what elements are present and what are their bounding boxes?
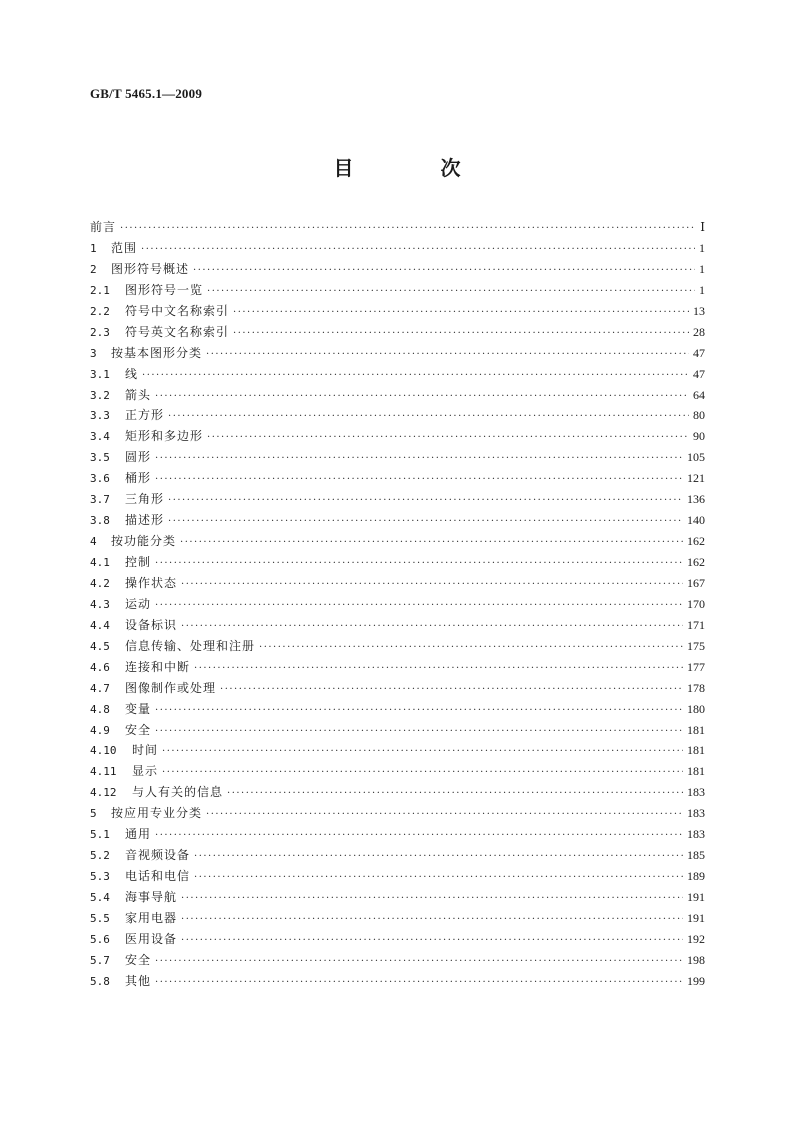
toc-page-number: 90 [693, 429, 705, 444]
toc-number: 5.5 [90, 911, 110, 925]
toc-title: 显示 [132, 764, 159, 779]
toc-entry-2-2[interactable] [90, 301, 705, 322]
toc-page-number: 13 [693, 303, 705, 318]
toc-page-number: 191 [687, 910, 705, 925]
toc-title: 按应用专业分类 [111, 806, 203, 821]
toc-entry-2-3[interactable] [90, 322, 705, 343]
toc-page-number: 47 [693, 345, 705, 360]
toc-page-number: 1 [699, 261, 705, 276]
toc-entry-3-7[interactable] [90, 489, 705, 510]
toc-leader-dots [142, 366, 689, 387]
toc-entry-foreword[interactable] [90, 217, 705, 238]
table-of-contents [90, 217, 705, 992]
toc-page-number: 183 [687, 806, 705, 821]
toc-leader-dots [168, 512, 683, 533]
toc-number: 4.12 [90, 786, 117, 800]
toc-title: 箭头 [125, 387, 152, 402]
toc-number: 3.2 [90, 388, 110, 402]
toc-title: 设备标识 [125, 617, 178, 632]
toc-leader-dots [181, 617, 683, 638]
toc-page-number: 28 [693, 324, 705, 339]
toc-number: 5.3 [90, 870, 110, 884]
toc-leader-dots [180, 533, 683, 554]
toc-entry-3-4[interactable] [90, 426, 705, 447]
toc-page-number: 199 [687, 973, 705, 988]
toc-number: 3.3 [90, 409, 110, 423]
document-code: GB/T 5465.1—2009 [90, 86, 203, 101]
toc-page-number: 64 [693, 387, 705, 402]
toc-title: 线 [125, 366, 139, 381]
toc-page-number: 181 [687, 764, 705, 779]
toc-leader-dots [155, 449, 683, 470]
toc-page-number: 121 [687, 471, 705, 486]
toc-number: 3.6 [90, 472, 110, 486]
toc-leader-dots [141, 240, 695, 261]
toc-entry-4-12[interactable] [90, 782, 705, 803]
toc-number: 4.2 [90, 576, 110, 590]
toc-number: 5 [90, 807, 97, 821]
toc-number: 4.10 [90, 744, 117, 758]
toc-entry-4-2[interactable] [90, 573, 705, 594]
toc-title: 操作状态 [125, 575, 178, 590]
toc-leader-dots [155, 826, 683, 847]
toc-title: 描述形 [125, 513, 165, 528]
toc-page-number: Ⅰ [700, 220, 705, 234]
toc-number: 4 [90, 535, 97, 549]
toc-page-number: 177 [687, 659, 705, 674]
toc-page-number: 47 [693, 366, 705, 381]
toc-leader-dots [206, 345, 689, 366]
toc-entry-4-1[interactable] [90, 552, 705, 573]
toc-page-number: 198 [687, 952, 705, 967]
toc-page-number: 140 [687, 513, 705, 528]
toc-entry-3-2[interactable] [90, 385, 705, 406]
toc-page-number: 180 [687, 701, 705, 716]
toc-number: 4.3 [90, 597, 110, 611]
toc-leader-dots [168, 491, 683, 512]
toc-title: 变量 [125, 701, 152, 716]
toc-leader-dots [233, 303, 689, 324]
toc-entry-5-2[interactable] [90, 845, 705, 866]
toc-leader-dots [155, 952, 683, 973]
toc-entry-4-8[interactable] [90, 699, 705, 720]
toc-title: 范围 [111, 240, 138, 255]
toc-number: 2 [90, 262, 97, 276]
toc-entry-5-4[interactable] [90, 887, 705, 908]
toc-entry-3-5[interactable] [90, 447, 705, 468]
toc-page-number: 162 [687, 555, 705, 569]
toc-title: 信息传输、处理和注册 [125, 638, 256, 653]
toc-leader-dots [155, 387, 689, 408]
toc-leader-dots [193, 261, 695, 282]
toc-number: 5.7 [90, 953, 110, 967]
toc-title: 音视频设备 [125, 848, 191, 863]
toc-page-number: 183 [687, 785, 705, 800]
toc-number: 3.8 [90, 514, 110, 528]
toc-number: 4.6 [90, 660, 110, 674]
toc-title: 控制 [125, 555, 152, 569]
toc-entry-4[interactable] [90, 531, 705, 552]
toc-leader-dots [194, 868, 683, 889]
toc-title: 图形符号概述 [111, 261, 190, 276]
toc-leader-dots [155, 973, 683, 994]
toc-title: 圆形 [125, 450, 152, 465]
toc-title: 家用电器 [125, 910, 178, 925]
toc-page-number: 162 [687, 534, 705, 549]
toc-leader-dots [120, 219, 696, 240]
toc-entry-3-6[interactable] [90, 468, 705, 489]
toc-page-number: 170 [687, 596, 705, 611]
toc-entry-4-9[interactable] [90, 720, 705, 741]
toc-title: 符号英文名称索引 [125, 324, 230, 339]
toc-entry-4-4[interactable] [90, 615, 705, 636]
toc-entry-4-6[interactable] [90, 657, 705, 678]
toc-number: 1 [90, 241, 97, 255]
toc-leader-dots [155, 470, 683, 491]
toc-title: 正方形 [125, 408, 165, 423]
toc-number: 4.9 [90, 723, 110, 737]
toc-title: 运动 [125, 596, 152, 611]
toc-page-number: 105 [687, 450, 705, 465]
toc-entry-5-1[interactable] [90, 824, 705, 845]
toc-page-number: 171 [687, 617, 705, 632]
toc-title: 海事导航 [125, 890, 178, 904]
toc-entry-5-8[interactable] [90, 971, 705, 992]
toc-leader-dots [259, 638, 683, 659]
toc-title: 符号中文名称索引 [125, 303, 230, 318]
toc-title: 按功能分类 [111, 534, 177, 549]
toc-leader-dots [162, 742, 683, 763]
toc-title: 矩形和多边形 [125, 429, 204, 444]
toc-number: 4.1 [90, 556, 110, 569]
toc-number: 4.11 [90, 765, 117, 779]
toc-leader-dots [155, 554, 683, 575]
toc-leader-dots [194, 659, 683, 680]
toc-leader-dots [227, 784, 683, 805]
toc-number: 3.7 [90, 493, 110, 507]
toc-leader-dots [181, 910, 683, 931]
toc-entry-5-6[interactable] [90, 929, 705, 950]
toc-number: 4.5 [90, 639, 110, 653]
toc-page-number: 185 [687, 848, 705, 863]
toc-entry-5-3[interactable] [90, 866, 705, 887]
toc-leader-dots [155, 701, 683, 722]
toc-entry-4-11[interactable] [90, 761, 705, 782]
toc-title: 三角形 [125, 492, 165, 507]
toc-page-number: 167 [687, 575, 705, 590]
toc-entry-4-10[interactable] [90, 740, 705, 761]
toc-title: 前言 [90, 220, 117, 234]
toc-number: 4.8 [90, 702, 110, 716]
toc-leader-dots [155, 722, 683, 743]
toc-entry-5[interactable] [90, 803, 705, 824]
toc-leader-dots [194, 847, 683, 868]
toc-title: 图形符号一览 [125, 282, 204, 297]
toc-leader-dots [181, 575, 683, 596]
toc-entry-4-3[interactable] [90, 594, 705, 615]
toc-leader-dots [220, 680, 683, 701]
toc-leader-dots [206, 805, 683, 826]
page-title: 目 次 [333, 156, 501, 180]
toc-number: 3.5 [90, 451, 110, 465]
toc-number: 5.1 [90, 828, 110, 842]
toc-title: 连接和中断 [125, 659, 191, 674]
toc-entry-5-7[interactable] [90, 950, 705, 971]
toc-title: 图像制作或处理 [125, 680, 217, 695]
toc-page-number: 1 [699, 282, 705, 297]
toc-title: 时间 [132, 743, 159, 758]
toc-page-number: 175 [687, 638, 705, 653]
toc-leader-dots [207, 428, 689, 449]
toc-number: 2.2 [90, 304, 110, 318]
toc-title: 与人有关的信息 [132, 785, 224, 800]
toc-entry-1[interactable] [90, 238, 705, 259]
toc-entry-3-3[interactable] [90, 405, 705, 426]
toc-page-number: 181 [687, 743, 705, 758]
toc-leader-dots [181, 931, 683, 952]
toc-entry-3[interactable] [90, 343, 705, 364]
toc-leader-dots [181, 889, 683, 910]
toc-entry-2[interactable] [90, 259, 705, 280]
toc-page-number: 80 [693, 408, 705, 423]
toc-leader-dots [233, 324, 689, 345]
toc-number: 3.4 [90, 430, 110, 444]
toc-entry-4-5[interactable] [90, 636, 705, 657]
toc-title: 其他 [125, 973, 152, 988]
toc-number: 5.2 [90, 849, 110, 863]
toc-page-number: 178 [687, 680, 705, 695]
toc-title: 安全 [125, 952, 152, 967]
toc-title: 桶形 [125, 471, 152, 486]
toc-number: 2.3 [90, 325, 110, 339]
toc-number: 3.1 [90, 367, 110, 381]
toc-page-number: 183 [687, 827, 705, 842]
toc-title: 电话和电信 [125, 869, 191, 884]
toc-number: 5.8 [90, 974, 110, 988]
toc-page-number: 1 [699, 240, 705, 255]
toc-number: 4.7 [90, 681, 110, 695]
toc-page-number: 136 [687, 492, 705, 507]
toc-leader-dots [155, 596, 683, 617]
toc-page-number: 181 [687, 722, 705, 737]
toc-leader-dots [207, 282, 695, 303]
toc-entry-2-1[interactable] [90, 280, 705, 301]
toc-number: 2.1 [90, 283, 110, 297]
toc-title: 按基本图形分类 [111, 345, 203, 360]
toc-title: 通用 [125, 827, 152, 842]
toc-number: 4.4 [90, 618, 110, 632]
toc-page-number: 192 [687, 931, 705, 946]
toc-leader-dots [162, 763, 683, 784]
toc-entry-4-7[interactable] [90, 678, 705, 699]
toc-number: 5.4 [90, 891, 110, 904]
toc-number: 3 [90, 346, 97, 360]
toc-entry-3-8[interactable] [90, 510, 705, 531]
toc-page-number: 189 [687, 869, 705, 884]
toc-number: 5.6 [90, 932, 110, 946]
toc-entry-3-1[interactable] [90, 364, 705, 385]
toc-title: 医用设备 [125, 931, 178, 946]
toc-title: 安全 [125, 722, 152, 737]
toc-page-number: 191 [687, 890, 705, 904]
toc-leader-dots [168, 407, 689, 428]
toc-entry-5-5[interactable] [90, 908, 705, 929]
